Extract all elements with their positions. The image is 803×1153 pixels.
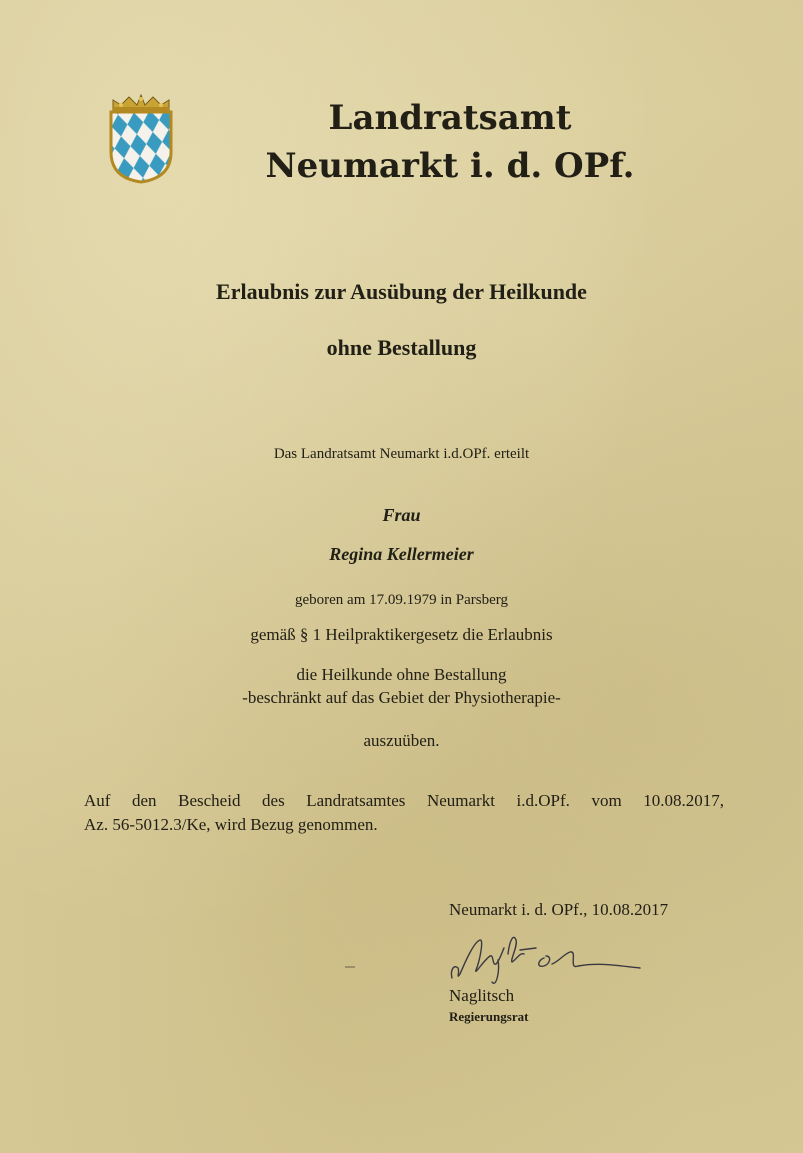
authority-title-line-2: Neumarkt i. d. OPf. [265, 146, 635, 186]
signatory-name: Naglitsch [449, 986, 515, 1005]
bavarian-coat-of-arms-icon [107, 94, 175, 184]
scope-line-2: -beschränkt auf das Gebiet der Physiotherapie- [242, 688, 561, 707]
scope-line-3: auszuüben. [363, 731, 440, 750]
birth-info: geboren am 17.09.1979 in Parsberg [294, 592, 509, 608]
legal-basis: gemäß § 1 Heilpraktikergesetz die Erlaubnis [250, 625, 553, 644]
intro-text: Das Landratsamt Neumarkt i.d.OPf. erteilt [273, 446, 530, 462]
document-heading-line-1: Erlaubnis zur Ausübung der Heilkunde [216, 279, 587, 304]
reference-line-1: Auf den Bescheid des Landratsamtes Neumarkt i.d.OPf. vom 10.08.2017, [84, 791, 724, 810]
signatory-title: Regierungsrat [449, 1009, 529, 1024]
reference-line-2: Az. 56-5012.3/Ke, wird Bezug genommen. [84, 815, 378, 834]
handwritten-signature-icon [440, 930, 645, 990]
authority-title-line-1: Landratsamt [328, 98, 572, 138]
recipient-name: Regina Kellermeier [329, 544, 474, 564]
scope-line-1: die Heilkunde ohne Bestallung [296, 665, 507, 684]
paper-speck [345, 966, 355, 968]
salutation: Frau [382, 505, 421, 525]
place-and-date: Neumarkt i. d. OPf., 10.08.2017 [449, 900, 669, 919]
document-heading-line-2: ohne Bestallung [326, 335, 477, 360]
